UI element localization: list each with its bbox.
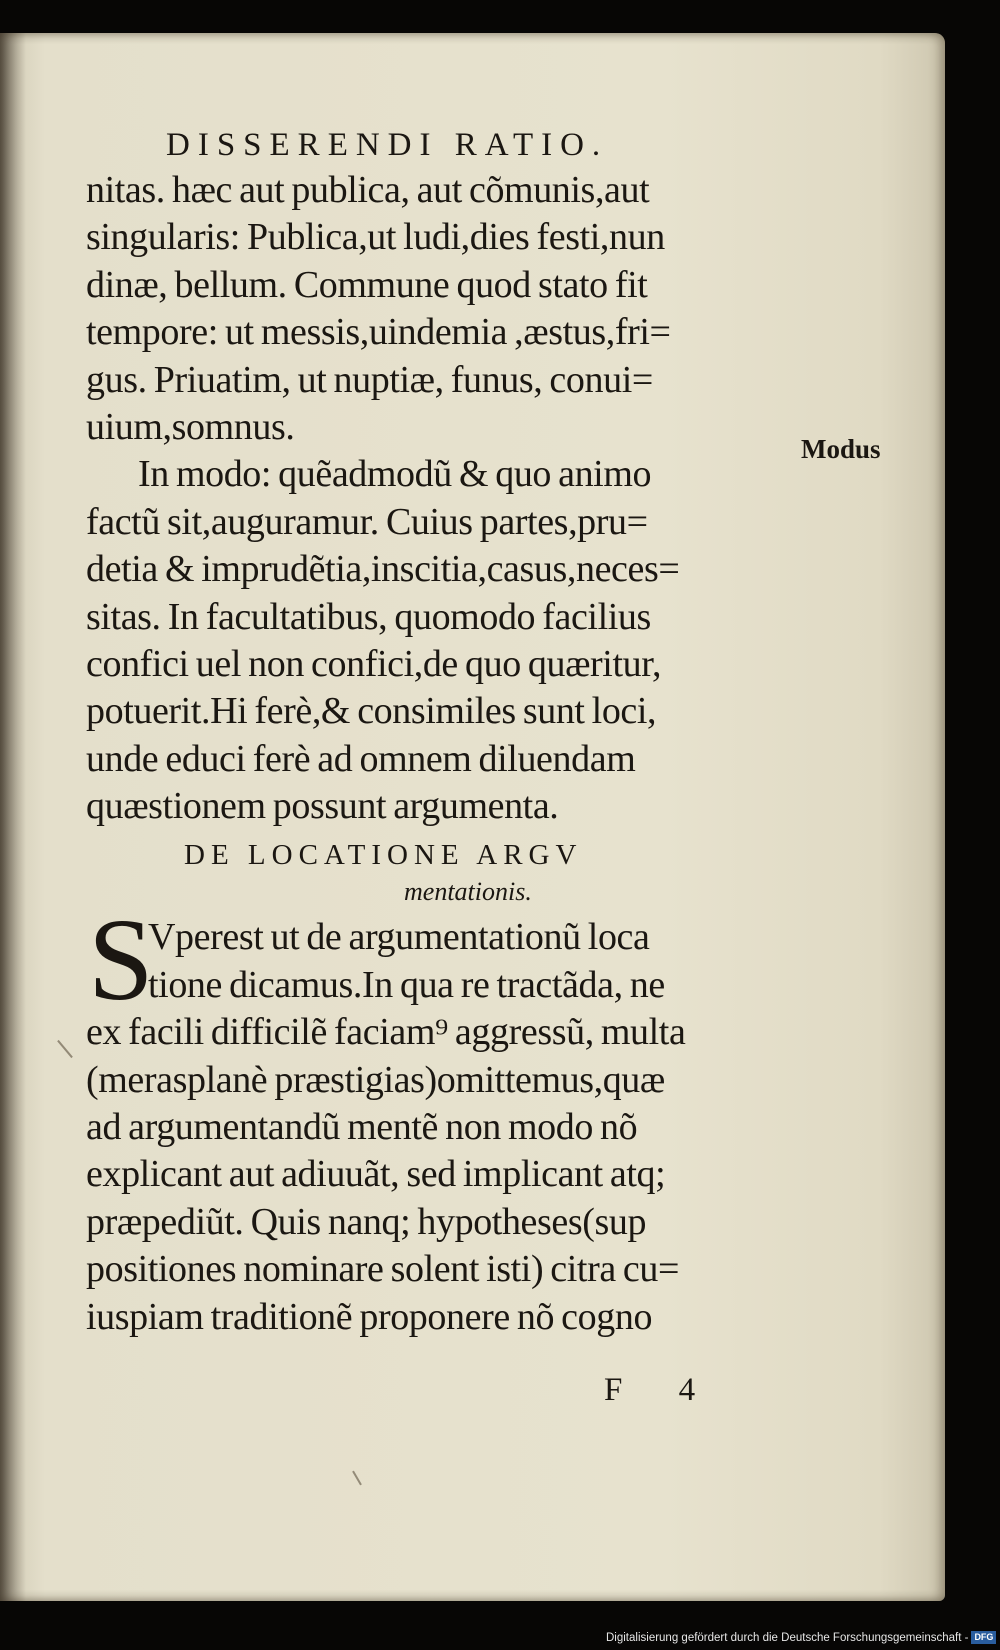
text-line: tempore: ut messis,uindemia ,æstus,fri= bbox=[86, 311, 671, 354]
text-block bbox=[86, 123, 796, 1341]
text-line: potuerit.Hi ferè,& consimiles sunt loci, bbox=[86, 690, 657, 733]
drop-cap-initial: S bbox=[88, 894, 154, 1026]
paragraph-1 bbox=[86, 167, 796, 451]
text-line: (merasplanè præstigias)omittemus,quæ bbox=[86, 1058, 665, 1101]
text-line: Vperest ut de argumentationũ loca bbox=[148, 916, 650, 959]
spine-shadow bbox=[0, 33, 26, 1601]
text-line: singularis: Publica,ut ludi,dies festi,nun bbox=[86, 216, 665, 259]
paragraph-2 bbox=[86, 451, 796, 830]
text-line: dinæ, bellum. Commune quod stato fit bbox=[86, 263, 648, 306]
signature-mark: F 4 bbox=[604, 1372, 720, 1408]
text-line: ex facili difficilẽ faciam⁹ aggressũ, multa bbox=[86, 1011, 686, 1054]
text-line: unde educi ferè ad omnem diluendam bbox=[86, 737, 636, 780]
text-line: detia & imprudẽtia,inscitia,casus,neces= bbox=[86, 548, 680, 591]
running-head: DISSERENDI RATIO. bbox=[166, 127, 609, 163]
text-line: uium,somnus. bbox=[86, 405, 295, 448]
dfg-logo-badge: DFG bbox=[971, 1631, 996, 1644]
text-line: explicant aut adiuuãt, sed implicant atq; bbox=[86, 1153, 666, 1196]
paragraph-3 bbox=[86, 894, 796, 1341]
text-line: gus. Priuatim, ut nuptiæ, funus, conui= bbox=[86, 358, 653, 401]
text-line: positiones nominare solent isti) citra cu= bbox=[86, 1248, 680, 1291]
digitization-credit bbox=[606, 1628, 996, 1648]
text-line: In modo: quẽadmodũ & quo animo bbox=[138, 453, 652, 496]
section-subheading: mentationis. bbox=[404, 877, 532, 907]
text-line: factũ sit,auguramur. Cuius partes,pru= bbox=[86, 500, 648, 543]
text-line: nitas. hæc aut publica, aut cõmunis,aut bbox=[86, 169, 650, 211]
text-line: præpediũt. Quis nanq; hypotheses(sup bbox=[86, 1200, 647, 1243]
text-line: iuspiam traditionẽ proponere nõ cogno bbox=[86, 1295, 653, 1338]
margin-note: Modus bbox=[801, 434, 881, 464]
text-line: quæstionem possunt argumenta. bbox=[86, 785, 559, 828]
credit-text: Digitalisierung gefördert durch die Deutsche Forschungsgemeinschaft - bbox=[606, 1632, 969, 1644]
text-line: tione dicamus.In qua re tractãda, ne bbox=[148, 963, 665, 1006]
text-line: sitas. In facultatibus, quomodo facilius bbox=[86, 595, 651, 638]
text-line: ad argumentandũ mentẽ non modo nõ bbox=[86, 1106, 638, 1149]
section-heading: DE LOCATIONE ARGV bbox=[184, 839, 583, 872]
text-line: confici uel non confici,de quo quæritur, bbox=[86, 642, 662, 685]
